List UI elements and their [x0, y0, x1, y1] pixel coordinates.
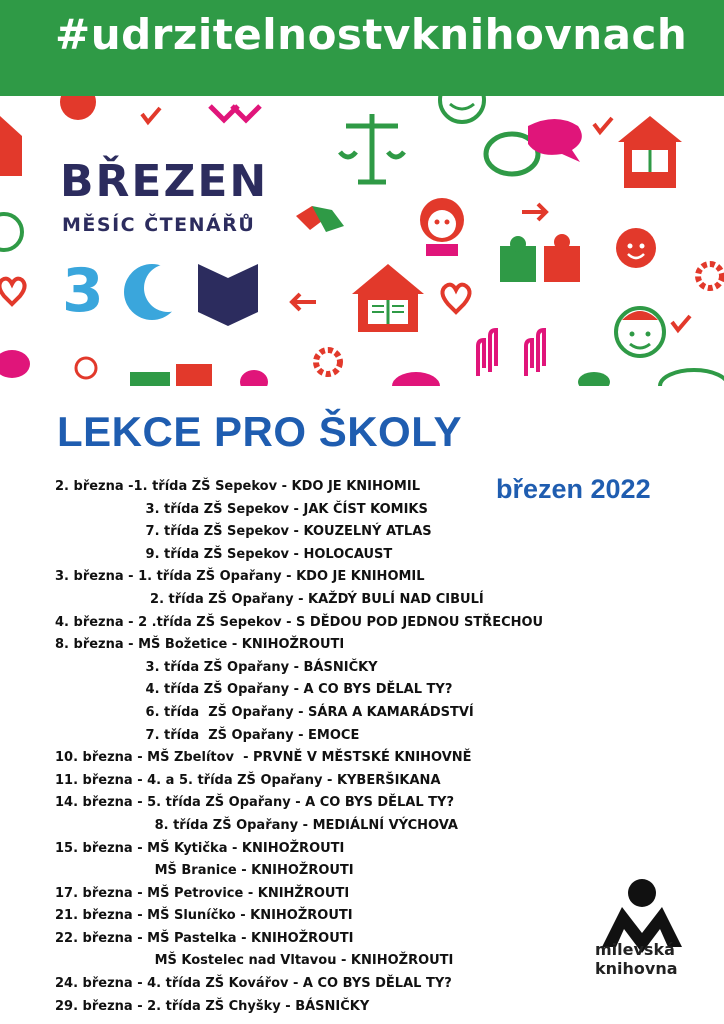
- hero-illustration: [0, 96, 724, 386]
- decorative-icons: [0, 96, 724, 386]
- house-book-icon: [0, 116, 22, 176]
- scales-icon: [340, 114, 404, 182]
- logo-number: 3: [62, 256, 104, 326]
- schedule-item: 17. března - MŠ Petrovice - KNIHŽROUTI: [55, 885, 350, 901]
- schedule-item: MŠ Kostelec nad Vltavou - KNIHOŽROUTI: [55, 953, 454, 969]
- schedule-item: 14. března - 5. třída ZŠ Opařany - A CO BYS DĚLAL TY?: [55, 795, 454, 811]
- schedule-item: 10. března - MŠ Zbelítov - PRVNĚ V MĚSTSKÉ KNIHOVNĚ: [55, 750, 472, 766]
- puzzle-icon: [130, 364, 212, 386]
- schedule-item: 3. třída ZŠ Sepekov - JAK ČÍST KOMIKS: [55, 501, 428, 517]
- decorative-shapes: [0, 106, 724, 386]
- schedule-item: 8. března - MŠ Božetice - KNIHOŽROUTI: [55, 637, 345, 653]
- schedule-item: 8. třída ZŠ Opařany - MEDIÁLNÍ VÝCHOVA: [55, 817, 458, 833]
- library-name: [595, 940, 678, 978]
- house-book-icon: [352, 264, 424, 332]
- schedule-item: 3. třída ZŠ Opařany - BÁSNIČKY: [55, 659, 378, 675]
- puzzle-icon: [500, 234, 580, 282]
- hashtag-text: #udrzitelnostvknihovnach: [55, 10, 688, 59]
- heart-icon: [442, 285, 469, 312]
- library-name-line1: milevská: [595, 940, 675, 959]
- child-face-icon: [420, 198, 464, 256]
- schedule-item: MŠ Branice - KNIHOŽROUTI: [55, 863, 354, 879]
- schedule-item: 4. března - 2 .třída ZŠ Sepekov - S DĚDOU POD JEDNOU STŘECHOU: [55, 614, 544, 630]
- child-face-icon: [616, 308, 664, 356]
- lessons-heading: LEKCE PRO ŠKOLY: [57, 408, 463, 455]
- heart-icon: [0, 279, 25, 304]
- schedule-item: 4. třída ZŠ Opařany - A CO BYS DĚLAL TY?: [55, 682, 453, 698]
- schedule-item: 2. března -1. třída ZŠ Sepekov - KDO JE KNIHOMIL: [55, 479, 420, 494]
- handshake-icon: [296, 206, 344, 232]
- book-icon: [198, 264, 258, 326]
- schedule-item: 15. března - MŠ Kytička - KNIHOŽROUTI: [55, 840, 345, 856]
- library-name-line2: knihovna: [595, 959, 678, 978]
- schedule-item: 2. třída ZŠ Opařany - KAŽDÝ BULÍ NAD CIBULÍ: [55, 591, 484, 607]
- child-face-icon: [60, 96, 96, 120]
- child-face-icon: [0, 214, 22, 250]
- hero-title: BŘEZEN: [60, 156, 269, 207]
- month-label: březen 2022: [496, 474, 651, 504]
- schedule-item: 9. třída ZŠ Sepekov - HOLOCAUST: [55, 546, 393, 562]
- hands-icon: [478, 330, 544, 376]
- hero-subtitle: MĚSÍC ČTENÁŘŮ: [62, 214, 256, 236]
- child-face-icon: [616, 228, 656, 268]
- child-face-icon: [440, 96, 484, 122]
- schedule-item: 7. třída ZŠ Sepekov - KOUZELNÝ ATLAS: [55, 524, 432, 540]
- schedule-item: 6. třída ZŠ Opařany - SÁRA A KAMARÁDSTVÍ: [55, 704, 474, 720]
- moon-icon: [124, 264, 192, 320]
- schedule-item: 29. března - 2. třída ZŠ Chyšky - BÁSNIČKY: [55, 998, 370, 1014]
- hashtag-banner: [0, 0, 724, 96]
- schedule-item: 11. března - 4. a 5. třída ZŠ Opařany - KYBERŠIKANA: [55, 772, 441, 788]
- schedule-item: 21. března - MŠ Sluníčko - KNIHOŽROUTI: [55, 908, 353, 924]
- speech-bubble-icon: [486, 119, 582, 174]
- schedule-item: 7. třída ZŠ Opařany - EMOCE: [55, 727, 360, 743]
- house-book-icon: [618, 116, 682, 188]
- schedule-item: 24. března - 4. třída ZŠ Kovářov - A CO BYS DĚLAL TY?: [55, 976, 452, 992]
- schedule-item: 3. března - 1. třída ZŠ Opařany - KDO JE KNIHOMIL: [55, 569, 425, 585]
- schedule-item: 22. března - MŠ Pastelka - KNIHOŽROUTI: [55, 930, 354, 946]
- lesson-schedule: [55, 476, 543, 1018]
